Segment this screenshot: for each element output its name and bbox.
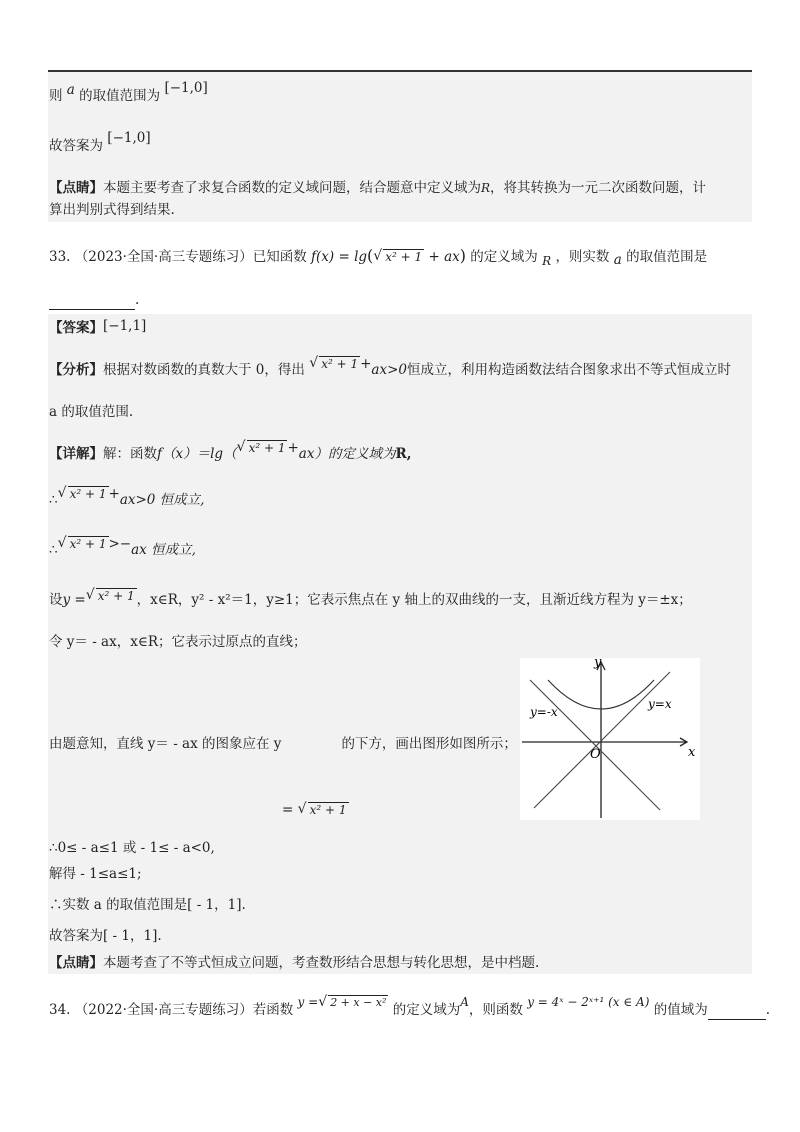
set-R: R bbox=[481, 181, 491, 195]
answer-blank bbox=[708, 1005, 766, 1020]
detail-line-9 bbox=[49, 864, 142, 884]
text: >− bbox=[108, 536, 132, 552]
text: ∴0≤ - a≤1 或 - 1≤ - a<0, bbox=[49, 840, 215, 856]
origin-label: O bbox=[590, 747, 601, 762]
text: + bbox=[287, 440, 299, 456]
text: . bbox=[765, 1002, 770, 1018]
detail-line-11 bbox=[49, 926, 162, 946]
range-value: [−1,0] bbox=[107, 130, 151, 146]
radicand: x² + 1 bbox=[69, 487, 107, 501]
text: ∴ bbox=[49, 492, 58, 508]
answer-label: 【答案】 bbox=[49, 320, 103, 336]
function-lhs: y = bbox=[297, 995, 319, 1009]
sqrt-expression: √ x² + 1 bbox=[85, 587, 135, 603]
text: ax>0 恒成立, bbox=[119, 492, 205, 508]
detail-line-7 bbox=[282, 800, 349, 820]
set-R: R bbox=[542, 254, 552, 268]
sqrt-expression: √ 2 + x − x² bbox=[318, 994, 387, 1010]
sqrt-expression: √ x² + 1 bbox=[373, 248, 423, 264]
text: ，将其转换为一元二次函数问题，计 bbox=[490, 180, 707, 196]
analysis-line-1 bbox=[49, 355, 731, 380]
q33-question: 33. （2023·全国·高三专题练习）已知函数 f(x) = lg( √ x² + 1 + ax) 的定义域为 R ，则实数 a 的取值范围是 bbox=[49, 246, 708, 268]
answer-line bbox=[49, 318, 146, 338]
text: = bbox=[282, 802, 294, 818]
question-number: 33. bbox=[49, 249, 71, 265]
function-lhs: f(x) = lg bbox=[311, 249, 368, 265]
text: 设 bbox=[49, 592, 63, 608]
text: . bbox=[135, 292, 140, 308]
radicand: x² + 1 bbox=[248, 441, 286, 455]
text: 的取值范围为 bbox=[79, 88, 161, 104]
function-tail: + ax bbox=[428, 249, 460, 265]
analysis-label: 【分析】 bbox=[49, 362, 103, 378]
text: ，则函数 bbox=[468, 1002, 523, 1018]
radicand: x² + 1 bbox=[69, 537, 107, 551]
inequality: ax>0 bbox=[371, 362, 407, 378]
sqrt-expression: √ x² + 1 bbox=[57, 535, 107, 551]
q32-comment-line-2 bbox=[49, 200, 175, 220]
set-R: R, bbox=[395, 446, 412, 462]
detail-line-4 bbox=[49, 587, 692, 610]
text: 本题考查了不等式恒成立问题，考查数形结合思想与转化思想，是中档题. bbox=[103, 955, 540, 971]
text: 的取值范围是 bbox=[626, 249, 708, 265]
text: + bbox=[360, 356, 372, 372]
q32-range-line bbox=[49, 80, 208, 106]
radicand: x² + 1 bbox=[385, 250, 423, 264]
detail-line-6 bbox=[49, 734, 517, 754]
range-value: [−1,0] bbox=[164, 80, 208, 96]
radicand: 2 + x − x² bbox=[330, 996, 387, 1009]
text: 根据对数函数的真数大于 0，得出 bbox=[103, 362, 305, 378]
detail-line-8 bbox=[49, 838, 215, 858]
text: 故答案为[ - 1，1]. bbox=[49, 928, 162, 944]
text: 由题意知，直线 y＝ - ax 的图象应在 y bbox=[49, 736, 282, 752]
question-source: （2023·全国·高三专题练习）已知函数 bbox=[74, 249, 307, 265]
answer-value: [−1,1] bbox=[103, 318, 147, 334]
detail-comment-line bbox=[49, 953, 539, 973]
line-y-neg-x bbox=[530, 680, 660, 810]
text: 故答案为 bbox=[49, 138, 103, 154]
text: 则 bbox=[49, 88, 63, 104]
text: 令 y＝ - ax，x∈R；它表示过原点的直线； bbox=[49, 634, 307, 650]
analysis-line-2 bbox=[49, 402, 133, 422]
detail-line-1 bbox=[49, 439, 412, 464]
q34-question bbox=[49, 994, 770, 1020]
question-number: 34. bbox=[49, 1002, 71, 1018]
detail-line-3 bbox=[49, 535, 196, 560]
radicand: x² + 1 bbox=[97, 589, 135, 603]
text: 的定义域为 bbox=[470, 249, 538, 265]
hyperbola-figure bbox=[520, 658, 700, 820]
sqrt-expression: √ x² + 1 bbox=[236, 439, 286, 455]
sqrt-expression: √ x² + 1 bbox=[309, 355, 359, 371]
text: 解得 - 1≤a≤1; bbox=[49, 866, 142, 882]
q32-answer-line bbox=[49, 130, 151, 156]
var-a: a bbox=[66, 82, 75, 98]
y-axis-label: y bbox=[594, 658, 602, 670]
text: 本题主要考查了求复合函数的定义域问题，结合题意中定义域为 bbox=[103, 180, 481, 196]
set-A: A bbox=[460, 995, 469, 1009]
function: f（x）＝lg（ bbox=[157, 446, 237, 462]
text: a 的取值范围. bbox=[49, 404, 134, 420]
question-source: （2022·全国·高三专题练习）若函数 bbox=[74, 1002, 294, 1018]
line-left-label: y=-x bbox=[530, 705, 558, 719]
text: ，则实数 bbox=[555, 249, 610, 265]
text: ∴实数 a 的取值范围是[ - 1，1]. bbox=[49, 897, 246, 913]
answer-blank bbox=[49, 295, 135, 310]
radicand: x² + 1 bbox=[321, 357, 359, 371]
sqrt-expression: √ x² + 1 bbox=[297, 801, 347, 817]
text: ，x∈R，y² - x²＝1，y≥1；它表示焦点在 y 轴上的双曲线的一支，且渐近线方程为 y＝±x； bbox=[136, 592, 692, 608]
detail-line-10 bbox=[49, 895, 246, 915]
radicand: x² + 1 bbox=[309, 803, 347, 817]
comment-label: 【点睛】 bbox=[49, 180, 103, 196]
text: 的定义域为 bbox=[392, 1002, 461, 1018]
function-2: y = 4ˣ − 2ˣ⁺¹ (x ∈ A) bbox=[527, 995, 650, 1009]
text: + bbox=[108, 486, 120, 502]
sqrt-expression: √ x² + 1 bbox=[57, 485, 107, 501]
text: 的下方，画出图形如图所示； bbox=[341, 736, 517, 752]
text: 解：函数 bbox=[103, 446, 157, 462]
q33-answer-blank-line bbox=[49, 290, 139, 310]
figure-svg bbox=[520, 658, 700, 820]
text: 算出判别式得到结果. bbox=[49, 202, 175, 218]
text: ax 恒成立, bbox=[131, 542, 196, 558]
detail-line-5 bbox=[49, 632, 307, 652]
text: ax）的定义域为 bbox=[298, 446, 396, 462]
text: ∴ bbox=[49, 542, 58, 558]
x-axis-label: x bbox=[688, 745, 696, 760]
var-a: a bbox=[613, 252, 622, 268]
line-right-label: y=x bbox=[648, 697, 672, 711]
q32-comment-line-1 bbox=[49, 178, 706, 198]
text: y = bbox=[62, 592, 86, 608]
comment-label: 【点睛】 bbox=[49, 955, 103, 971]
line-y-x bbox=[534, 672, 670, 808]
detail-label: 【详解】 bbox=[49, 446, 103, 462]
text: 恒成立，利用构造函数法结合图象求出不等式恒成立时 bbox=[406, 362, 731, 378]
detail-line-2 bbox=[49, 485, 205, 510]
text: 的值域为 bbox=[653, 1002, 708, 1018]
